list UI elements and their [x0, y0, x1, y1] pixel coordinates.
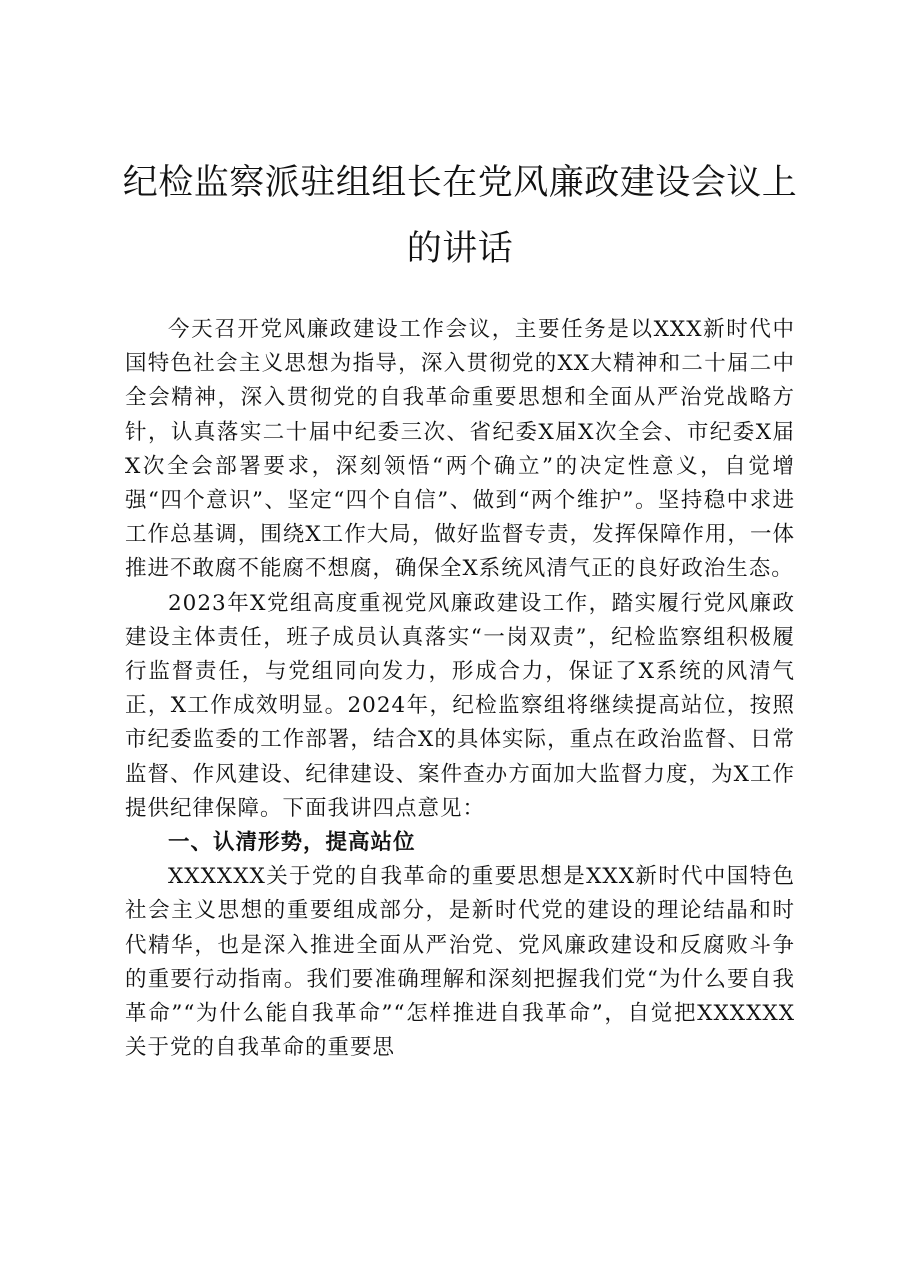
document-title: 纪检监察派驻组组长在党风廉政建设会议上的讲话 [122, 163, 798, 269]
paragraph-review: 2023年X党组高度重视党风廉政建设工作，踏实履行党风廉政建设主体责任，班子成员认真落实“一岗双责”，纪检监察组积极履行监督责任，与党组同向发力，形成合力，保证了X系统的风清气正，X工作成效明显。2024年，纪检监察组将继续提高站位，按照市纪委监委的工作部署，结合X的具体实际，重点在政治监督、日常监督、作风建设、纪律建设、案件查办方面加大监督力度，为X工作提供纪律保障。下面我讲四点意见： [125, 590, 795, 821]
section-heading: 一、认清形势，提高站位 [168, 830, 416, 856]
paragraph-section-one: XXXXXX关于党的自我革命的重要思想是XXX新时代中国特色社会主义思想的重要组成部分，是新时代党的建设的理论结晶和时代精华，也是深入推进全面从严治党、党风廉政建设和反腐败斗争的重要行动指南。我们要准确理解和深刻把握我们党“为什么要自我革命”“为什么能自我革命”“怎样推进自我革命”，自觉把XXXXXX关于党的自我革命的重要思 [125, 864, 795, 1061]
paragraph-intro: 今天召开党风廉政建设工作会议，主要任务是以XXX新时代中国特色社会主义思想为指导，深入贯彻党的XX大精神和二十届二中全会精神，深入贯彻党的自我革命重要思想和全面从严治党战略方针，认真落实二十届中纪委三次、省纪委X届X次全会、市纪委X届X次全会部署要求，深刻领悟“两个确立”的决定性意义，自觉增强“四个意识”、坚定“四个自信”、做到“两个维护”。坚持稳中求进工作总基调，围绕X工作大局，做好监督专责，发挥保障作用，一体推进不敢腐不能腐不想腐，确保全X系统风清气正的良好政治生态。 [125, 317, 795, 582]
document-body [125, 313, 795, 1065]
